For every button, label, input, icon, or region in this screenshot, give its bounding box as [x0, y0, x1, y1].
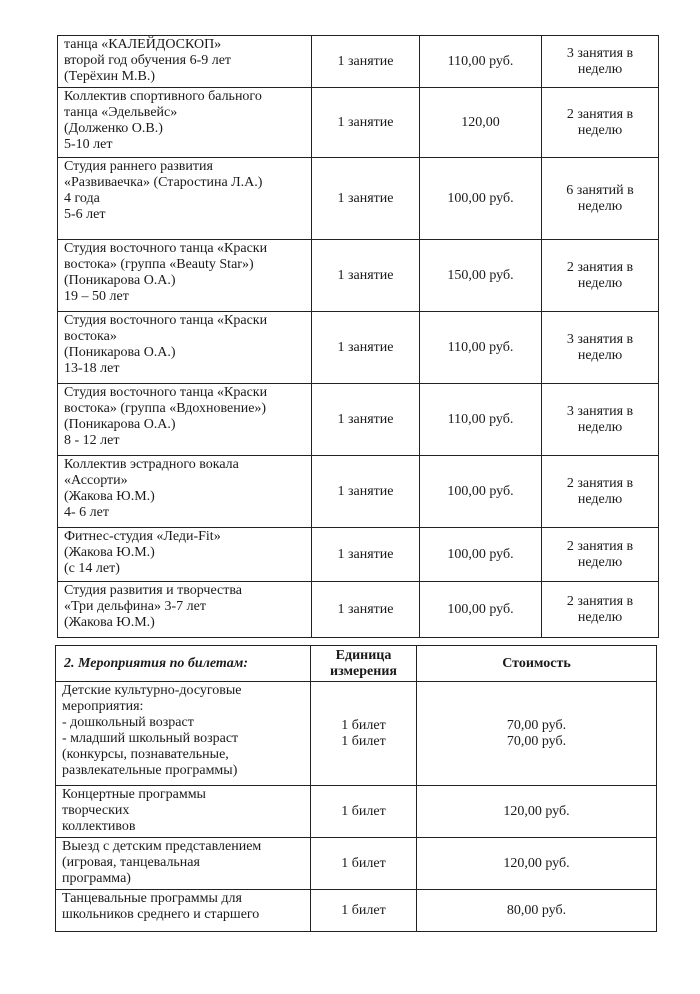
service-row — [58, 528, 659, 582]
service-price: 110,00 руб. — [420, 312, 542, 384]
event-unit-line: 1 билет — [341, 902, 386, 918]
service-name-line: Коллектив спортивного бального — [64, 89, 262, 104]
event-price — [417, 890, 657, 932]
service-name-line: «Ассорти» — [64, 473, 128, 488]
event-name-line: развлекательные программы) — [62, 763, 238, 778]
event-row — [56, 786, 657, 838]
service-name-line: Студия развития и творчества — [64, 583, 243, 598]
event-name-line: (конкурсы, познавательные, — [62, 747, 229, 762]
event-price — [417, 786, 657, 838]
service-row — [58, 88, 659, 158]
section-title: 2. Мероприятия по билетам: — [56, 646, 311, 682]
service-price: 110,00 руб. — [420, 384, 542, 456]
service-price: 100,00 руб. — [420, 158, 542, 240]
event-name-line: коллективов — [62, 819, 136, 834]
service-name-line: 5-6 лет — [64, 207, 106, 222]
service-price: 100,00 руб. — [420, 582, 542, 638]
events-header-row — [56, 646, 657, 682]
service-name-line: «Развиваечка» (Старостина Л.А.) — [64, 175, 263, 190]
service-frequency: 2 занятия в неделю — [542, 582, 659, 638]
event-price — [417, 682, 657, 786]
event-name-line: школьников среднего и старшего — [62, 907, 260, 922]
service-name-line: второй год обучения 6-9 лет — [64, 53, 232, 68]
service-name-line: Фитнес-студия «Леди-Fit» — [64, 529, 221, 544]
service-unit: 1 занятие — [312, 36, 420, 88]
service-frequency: 3 занятия в неделю — [542, 384, 659, 456]
event-unit-line: 1 билет — [341, 733, 386, 749]
service-unit: 1 занятие — [312, 158, 420, 240]
event-name-line: Концертные программы — [62, 787, 206, 802]
service-name-line: (Жакова Ю.М.) — [64, 489, 155, 504]
service-name-line: Студия восточного танца «Краски — [64, 385, 268, 400]
service-name-line: (Терёхин М.В.) — [64, 69, 156, 84]
event-row — [56, 890, 657, 932]
event-name-line: Выезд с детским представлением — [62, 839, 262, 854]
event-unit — [311, 838, 417, 890]
service-name-line: Коллектив эстрадного вокала — [64, 457, 239, 472]
event-name — [56, 786, 311, 838]
event-row — [56, 682, 657, 786]
services-table — [57, 35, 659, 638]
service-name — [58, 384, 312, 456]
event-name-line: Детские культурно-досуговые — [62, 683, 242, 698]
service-unit: 1 занятие — [312, 384, 420, 456]
event-price-line: 80,00 руб. — [506, 902, 567, 918]
event-name-line: творческих — [62, 803, 130, 818]
service-name — [58, 528, 312, 582]
service-name-line: Студия раннего развития — [64, 159, 213, 174]
service-name-line: (с 14 лет) — [64, 561, 120, 576]
event-price-line: 70,00 руб. — [506, 733, 567, 749]
event-name-line: - младший школьный возраст — [62, 731, 239, 746]
service-frequency: 2 занятия в неделю — [542, 88, 659, 158]
event-name-line: - дошкольный возраст — [62, 715, 194, 730]
event-unit — [311, 682, 417, 786]
service-name-line: (Жакова Ю.М.) — [64, 545, 155, 560]
service-name-line: 8 - 12 лет — [64, 433, 120, 448]
service-name-line: танца «КАЛЕЙДОСКОП» — [64, 37, 222, 52]
service-unit: 1 занятие — [312, 456, 420, 528]
service-price: 100,00 руб. — [420, 528, 542, 582]
service-row — [58, 36, 659, 88]
service-name-line: Студия восточного танца «Краски — [64, 241, 268, 256]
service-row — [58, 384, 659, 456]
column-header-unit: Единица измерения — [311, 646, 417, 682]
service-name-line: 5-10 лет — [64, 137, 113, 152]
service-row — [58, 312, 659, 384]
service-unit: 1 занятие — [312, 582, 420, 638]
service-frequency: 3 занятия в неделю — [542, 312, 659, 384]
event-price-line: 120,00 руб. — [503, 855, 570, 871]
service-name-line: «Три дельфина» 3-7 лет — [64, 599, 206, 614]
event-name-line: Танцевальные программы для — [62, 891, 242, 906]
service-name-line: востока» — [64, 329, 117, 344]
service-name-line: (Жакова Ю.М.) — [64, 615, 155, 630]
event-unit-line: 1 билет — [341, 803, 386, 819]
event-row — [56, 838, 657, 890]
service-price: 100,00 руб. — [420, 456, 542, 528]
service-unit: 1 занятие — [312, 312, 420, 384]
service-price: 110,00 руб. — [420, 36, 542, 88]
service-name-line: 4- 6 лет — [64, 505, 109, 520]
event-name — [56, 682, 311, 786]
event-name — [56, 890, 311, 932]
service-name-line: востока» (группа «Beauty Star») — [64, 257, 254, 272]
service-frequency: 2 занятия в неделю — [542, 240, 659, 312]
service-name — [58, 36, 312, 88]
service-frequency: 2 занятия в неделю — [542, 456, 659, 528]
event-price-line: 70,00 руб. — [506, 717, 567, 733]
service-name-line: (Поникарова О.А.) — [64, 273, 176, 288]
service-price: 150,00 руб. — [420, 240, 542, 312]
event-name-line: программа) — [62, 871, 131, 886]
service-name — [58, 240, 312, 312]
event-unit — [311, 890, 417, 932]
service-row — [58, 240, 659, 312]
service-name — [58, 582, 312, 638]
service-name-line: Студия восточного танца «Краски — [64, 313, 268, 328]
service-name-line: востока» (группа «Вдохновение») — [64, 401, 267, 416]
service-name — [58, 158, 312, 240]
service-name-line: (Долженко О.В.) — [64, 121, 163, 136]
event-name-line: мероприятия: — [62, 699, 144, 714]
service-unit: 1 занятие — [312, 88, 420, 158]
service-name-line: (Поникарова О.А.) — [64, 345, 176, 360]
event-name — [56, 838, 311, 890]
service-name — [58, 88, 312, 158]
service-frequency: 3 занятия в неделю — [542, 36, 659, 88]
service-row — [58, 456, 659, 528]
service-name-line: 4 года — [64, 191, 100, 206]
service-price: 120,00 — [420, 88, 542, 158]
event-unit — [311, 786, 417, 838]
service-unit: 1 занятие — [312, 240, 420, 312]
service-row — [58, 582, 659, 638]
service-name — [58, 456, 312, 528]
column-header-price: Стоимость — [417, 646, 657, 682]
service-name-line: (Поникарова О.А.) — [64, 417, 176, 432]
event-unit-line: 1 билет — [341, 717, 386, 733]
service-name-line: 13-18 лет — [64, 361, 120, 376]
service-frequency: 6 занятий в неделю — [542, 158, 659, 240]
event-price — [417, 838, 657, 890]
event-price-line: 120,00 руб. — [503, 803, 570, 819]
service-frequency: 2 занятия в неделю — [542, 528, 659, 582]
service-unit: 1 занятие — [312, 528, 420, 582]
service-name-line: танца «Эдельвейс» — [64, 105, 178, 120]
service-name — [58, 312, 312, 384]
event-name-line: (игровая, танцевальная — [62, 855, 200, 870]
service-row — [58, 158, 659, 240]
events-table — [55, 645, 657, 932]
service-name-line: 19 – 50 лет — [64, 289, 129, 304]
event-unit-line: 1 билет — [341, 855, 386, 871]
